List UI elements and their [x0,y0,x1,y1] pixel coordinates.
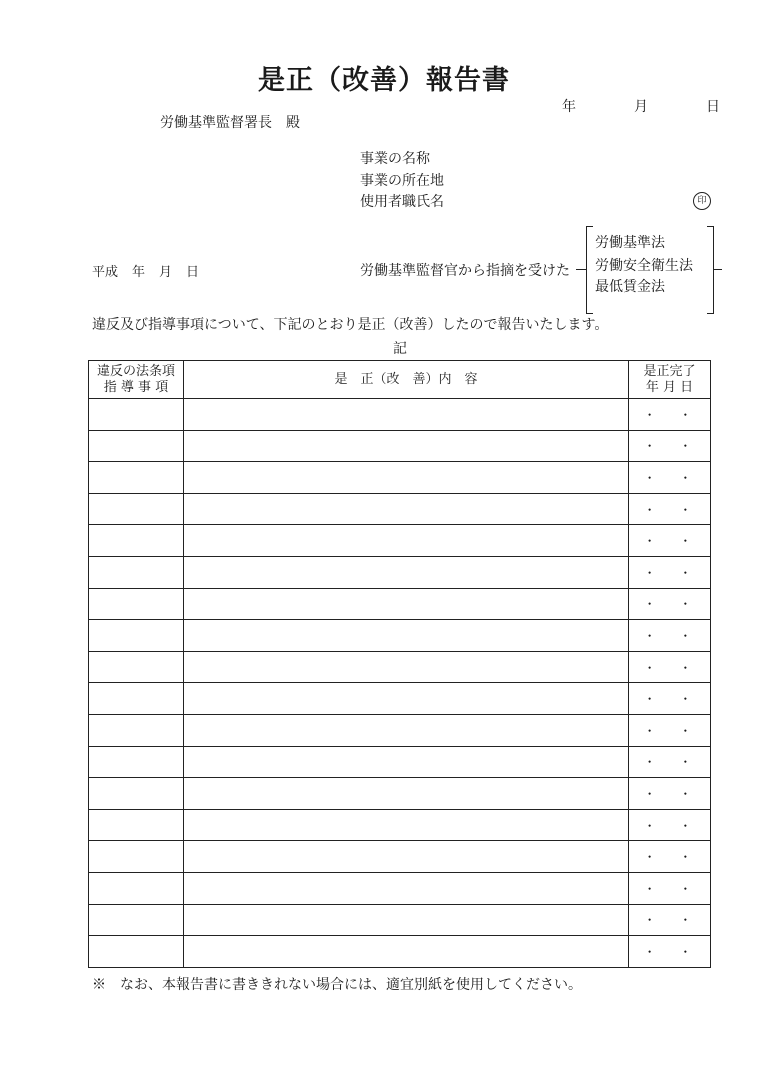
violation-cell[interactable] [89,714,184,746]
pointed-out-text: 労働基準監督官から指摘を受けた [360,263,570,279]
table-row [89,683,711,715]
violation-cell[interactable] [89,651,184,683]
table-body [89,399,711,968]
completion-date-cell[interactable]: ・ ・ [629,493,711,525]
correction-content-cell[interactable] [184,462,629,494]
correction-content-cell[interactable] [184,620,629,652]
violation-cell[interactable] [89,525,184,557]
violation-cell[interactable] [89,778,184,810]
table-row [89,746,711,778]
completion-date-cell[interactable]: ・ ・ [629,399,711,431]
correction-content-header: 是 正（改 善）内 容 [184,361,629,399]
intro-text: 違反及び指導事項について、下記のとおり是正（改善）したので報告いたします。 [92,317,609,333]
violation-cell[interactable] [89,399,184,431]
era-year-label: 年 [132,265,146,280]
completion-header-line1: 是正完了 [643,363,696,379]
violation-cell[interactable] [89,809,184,841]
table-row [89,462,711,494]
correction-content-cell[interactable] [184,399,629,431]
completion-date-cell[interactable]: ・ ・ [629,746,711,778]
violation-header-line1: 違反の法条項 [96,363,175,379]
correction-content-cell[interactable] [184,841,629,873]
era-label: 平成 [92,265,119,280]
law-options-bracket [582,226,714,312]
bracket-right [707,226,714,314]
correction-content-cell[interactable] [184,809,629,841]
completion-date-cell[interactable]: ・ ・ [629,588,711,620]
violation-header [89,361,184,399]
correction-content-cell[interactable] [184,778,629,810]
completion-date-cell[interactable]: ・ ・ [629,936,711,968]
table-row [89,620,711,652]
correction-content-cell[interactable] [184,683,629,715]
heisei-date [92,261,213,280]
violation-cell[interactable] [89,556,184,588]
completion-date-cell[interactable]: ・ ・ [629,841,711,873]
violation-cell[interactable] [89,588,184,620]
seal-mark: 印 [693,192,711,210]
date-month-label: 月 [634,99,648,115]
correction-content-cell[interactable] [184,525,629,557]
era-day-label: 日 [186,265,200,280]
violation-cell[interactable] [89,430,184,462]
violation-cell[interactable] [89,936,184,968]
table-row [89,493,711,525]
completion-date-cell[interactable]: ・ ・ [629,525,711,557]
table-row [89,904,711,936]
completion-date-cell[interactable]: ・ ・ [629,904,711,936]
completion-date-cell[interactable]: ・ ・ [629,778,711,810]
violation-cell[interactable] [89,620,184,652]
date-day-label: 日 [706,99,720,115]
table-row [89,714,711,746]
law-option: 労働安全衛生法 [595,258,693,274]
bracket-left-tick [576,269,586,270]
completion-date-cell[interactable]: ・ ・ [629,714,711,746]
employer-name-label: 使用者職氏名 [360,194,444,210]
table-row [89,588,711,620]
table-row [89,651,711,683]
table-row [89,841,711,873]
correction-content-cell[interactable] [184,493,629,525]
table-row [89,872,711,904]
correction-content-cell[interactable] [184,904,629,936]
addressee: 労働基準監督署長 殿 [160,115,300,131]
completion-date-cell[interactable]: ・ ・ [629,651,711,683]
date-year-label: 年 [562,99,576,115]
completion-date-cell[interactable]: ・ ・ [629,872,711,904]
table-header-row [89,361,711,399]
completion-date-cell[interactable]: ・ ・ [629,809,711,841]
table-row [89,936,711,968]
era-month-label: 月 [159,265,173,280]
violation-header-line2: 指 導 事 項 [103,379,169,395]
table-row [89,525,711,557]
bracket-right-tick [714,269,722,270]
correction-content-cell[interactable] [184,936,629,968]
violation-cell[interactable] [89,904,184,936]
violation-cell[interactable] [89,462,184,494]
correction-content-cell[interactable] [184,872,629,904]
law-option: 労働基準法 [595,235,665,251]
correction-content-cell[interactable] [184,556,629,588]
completion-date-cell[interactable]: ・ ・ [629,556,711,588]
completion-date-cell[interactable]: ・ ・ [629,683,711,715]
correction-content-cell[interactable] [184,588,629,620]
correction-content-cell[interactable] [184,746,629,778]
completion-date-header [629,361,711,399]
table-row [89,778,711,810]
completion-header-line2: 年 月 日 [645,379,694,395]
document-title: 是正（改善）報告書 [258,65,510,96]
bracket-left [586,226,593,314]
completion-date-cell[interactable]: ・ ・ [629,430,711,462]
violation-cell[interactable] [89,841,184,873]
table-row [89,430,711,462]
violation-cell[interactable] [89,683,184,715]
table-row [89,399,711,431]
footnote: ※ なお、本報告書に書ききれない場合には、適宜別紙を使用してください。 [92,977,582,993]
ki-heading: 記 [393,341,407,357]
report-table [88,360,711,968]
correction-content-cell[interactable] [184,651,629,683]
law-option: 最低賃金法 [595,279,665,295]
violation-cell[interactable] [89,746,184,778]
completion-date-cell[interactable]: ・ ・ [629,462,711,494]
completion-date-cell[interactable]: ・ ・ [629,620,711,652]
table-row [89,809,711,841]
correction-content-cell[interactable] [184,430,629,462]
violation-cell[interactable] [89,872,184,904]
business-address-label: 事業の所在地 [360,173,444,189]
violation-cell[interactable] [89,493,184,525]
table-row [89,556,711,588]
correction-content-cell[interactable] [184,714,629,746]
business-name-label: 事業の名称 [360,151,430,167]
